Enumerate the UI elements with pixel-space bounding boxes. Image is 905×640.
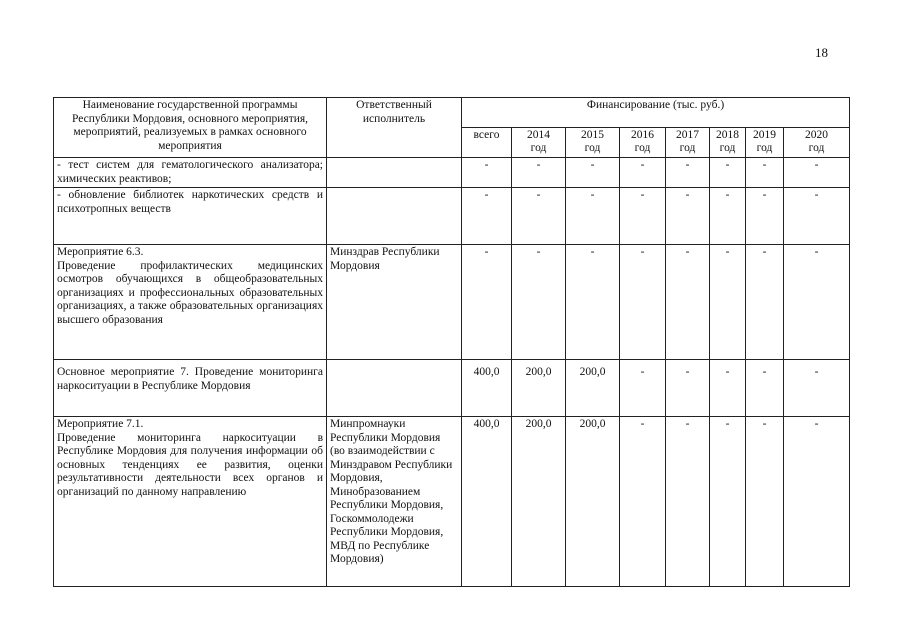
row-name-text: Проведение профилактических медицинских осмотров обучающихся в общеобразовательных организациях и профессиональных образовательных организациях, а также образовательных организациях высшего образования — [57, 259, 323, 326]
value-2019: - — [746, 188, 784, 245]
value-2015: - — [566, 158, 620, 188]
value-total: 400,0 — [462, 417, 512, 587]
table-row — [54, 360, 850, 417]
row-name-title: Мероприятие 6.3. — [57, 246, 144, 258]
header-year-2018: 2018 год — [710, 128, 746, 158]
header-year-2020: 2020 год — [784, 128, 850, 158]
value-2016: - — [620, 158, 666, 188]
value-2015: 200,0 — [566, 360, 620, 417]
value-2016: - — [620, 188, 666, 245]
value-2014: - — [512, 158, 566, 188]
value-2019: - — [746, 360, 784, 417]
header-name-column: Наименование государственной программы Республики Мордовия, основного мероприятия, мероприятий, реализуемых в рамках основного мероприятия — [54, 98, 327, 158]
value-2014: 200,0 — [512, 417, 566, 587]
value-2014: - — [512, 188, 566, 245]
row-name: - обновление библиотек наркотических средств и психотропных веществ — [54, 188, 327, 245]
value-2018: - — [710, 245, 746, 360]
value-2017: - — [666, 417, 710, 587]
row-name: - тест систем для гематологического анализатора; химических реактивов; — [54, 158, 327, 188]
row-name-title: Мероприятие 7.1. — [57, 418, 144, 430]
row-name: Основное мероприятие 7. Проведение мониторинга наркоситуации в Республике Мордовия — [54, 360, 327, 417]
value-2020: - — [784, 188, 850, 245]
header-financing: Финансирование (тыс. руб.) — [462, 98, 850, 128]
financing-table — [53, 97, 850, 587]
value-2015: 200,0 — [566, 417, 620, 587]
value-total: - — [462, 188, 512, 245]
value-2019: - — [746, 245, 784, 360]
value-2020: - — [784, 158, 850, 188]
value-2015: - — [566, 188, 620, 245]
row-executor: Минпромнауки Республики Мордовия (во взаимодействии с Минздравом Республики Мордовия, Минобразованием Республики Мордовия, Госкоммолодежи Республики Мордовия, МВД по Республике Мордовия) — [327, 417, 462, 587]
header-executor-column: Ответственный исполнитель — [327, 98, 462, 158]
value-2018: - — [710, 188, 746, 245]
value-2014: - — [512, 245, 566, 360]
header-total: всего — [462, 128, 512, 158]
table-row — [54, 188, 850, 245]
value-total: - — [462, 245, 512, 360]
value-2014: 200,0 — [512, 360, 566, 417]
value-2017: - — [666, 188, 710, 245]
table-row — [54, 245, 850, 360]
value-2020: - — [784, 245, 850, 360]
value-2019: - — [746, 158, 784, 188]
value-2015: - — [566, 245, 620, 360]
value-total: - — [462, 158, 512, 188]
value-2018: - — [710, 360, 746, 417]
value-2020: - — [784, 417, 850, 587]
row-name — [54, 245, 327, 360]
value-2018: - — [710, 417, 746, 587]
header-year-2019: 2019 год — [746, 128, 784, 158]
row-executor — [327, 360, 462, 417]
row-name-text: Проведение мониторинга наркоситуации в Республике Мордовия для получения информации об основных тенденциях ее развития, оценки результативности деятельности всех органов и организаций по данному направлению — [57, 431, 323, 498]
row-executor: Минздрав Республики Мордовия — [327, 245, 462, 360]
value-2020: - — [784, 360, 850, 417]
value-2019: - — [746, 417, 784, 587]
row-name — [54, 417, 327, 587]
value-2016: - — [620, 360, 666, 417]
table-row — [54, 417, 850, 587]
header-year-2016: 2016 год — [620, 128, 666, 158]
value-2018: - — [710, 158, 746, 188]
value-2016: - — [620, 417, 666, 587]
value-2017: - — [666, 158, 710, 188]
row-executor — [327, 188, 462, 245]
value-2017: - — [666, 360, 710, 417]
header-year-2014: 2014 год — [512, 128, 566, 158]
header-year-2015: 2015 год — [566, 128, 620, 158]
table-row — [54, 158, 850, 188]
row-executor — [327, 158, 462, 188]
value-2016: - — [620, 245, 666, 360]
page-number: 18 — [815, 45, 828, 60]
header-year-2017: 2017 год — [666, 128, 710, 158]
value-2017: - — [666, 245, 710, 360]
value-total: 400,0 — [462, 360, 512, 417]
